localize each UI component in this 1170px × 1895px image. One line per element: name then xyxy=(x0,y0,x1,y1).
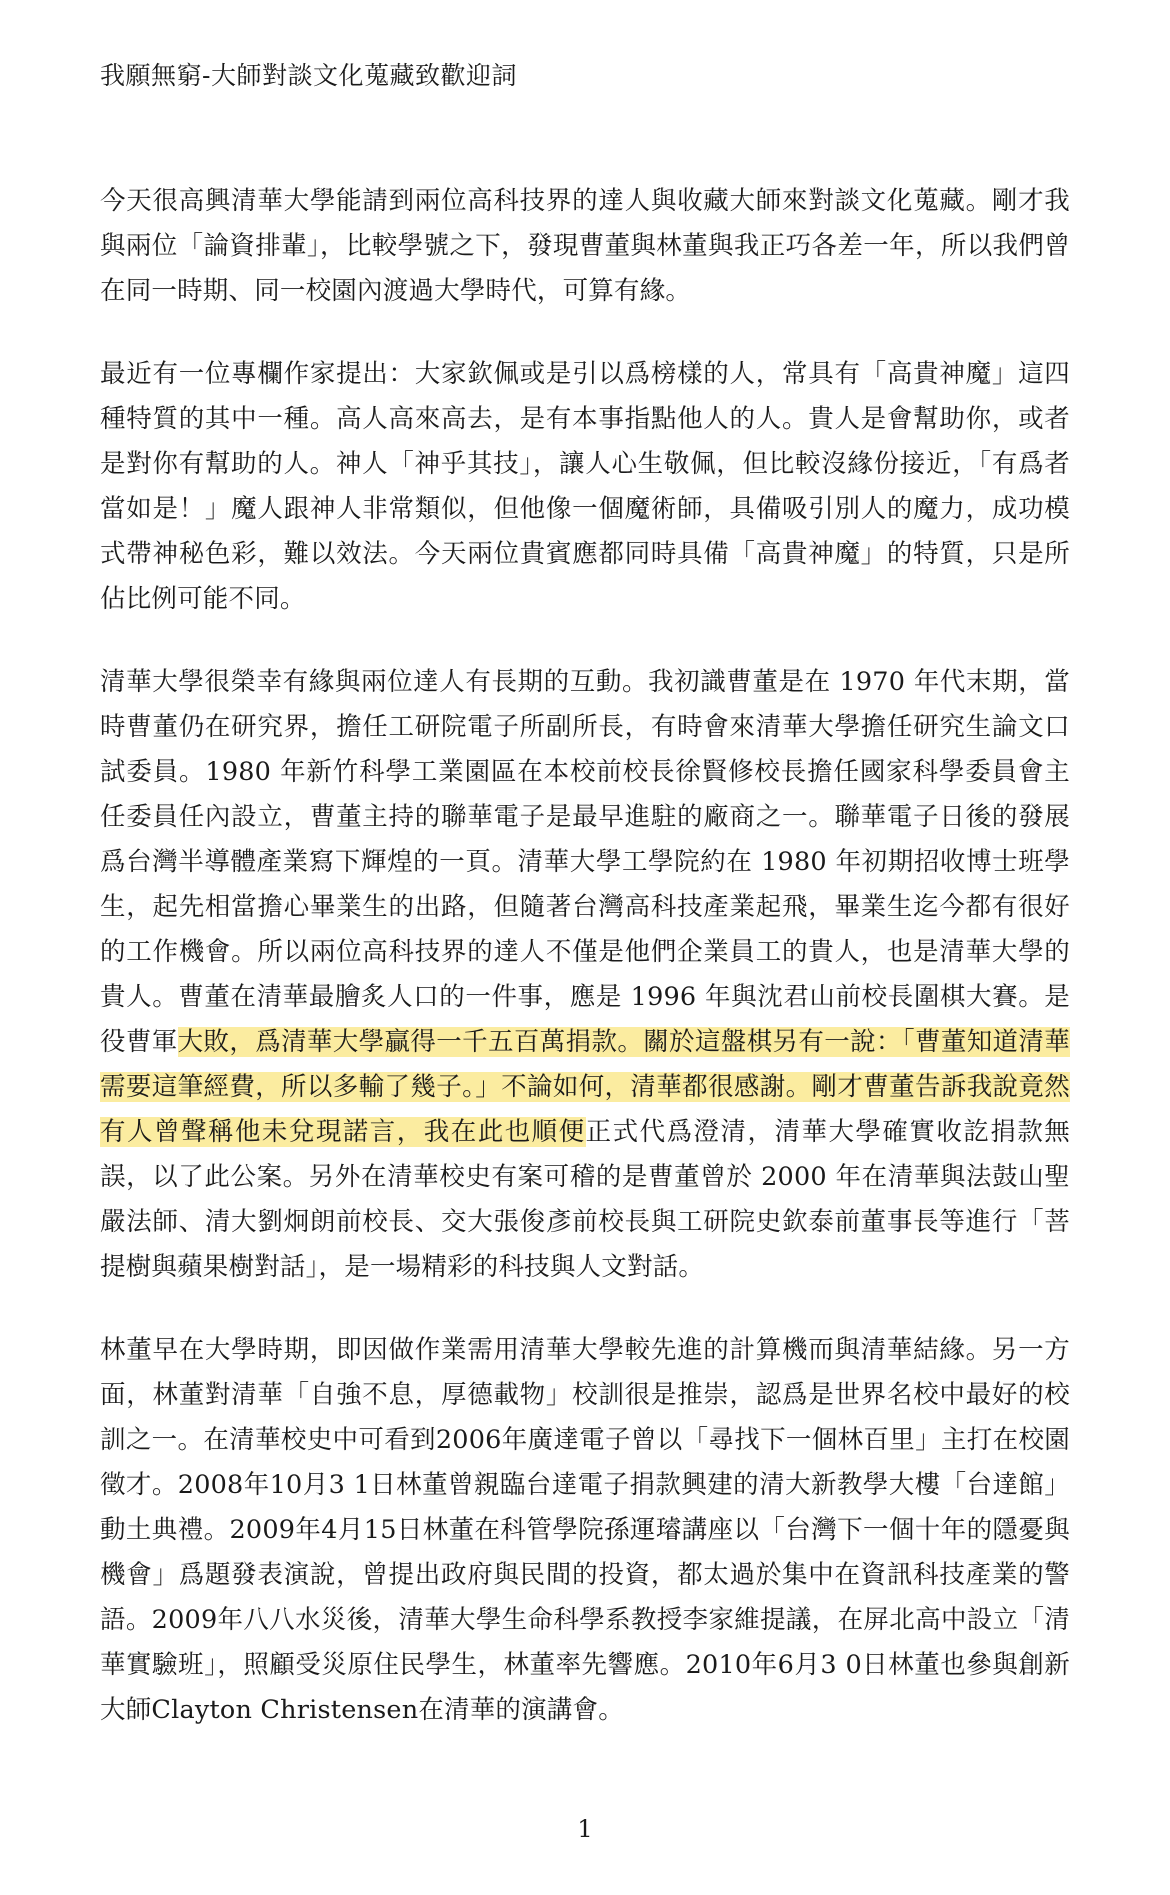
paragraph-4 xyxy=(100,1328,1070,1733)
page-title: 我願無窮-大師對談文化蒐藏致歡迎詞 xyxy=(100,61,517,90)
paragraph-3-part-a: 清華大學很榮幸有緣與兩位達人有長期的互動。我初識曹董是在 1970 年代末期，當時曹董仍在研究界，擔任工研院電子所副所長，有時會來清華大學擔任研究生論文口試委員。1980 年新竹科學工業園區在本校前校長徐賢修校長擔任國家科學委員會主任委員任內設立，曹董主持的聯華電子是最早進駐的廠商之一。聯華電子日後的發展爲台灣半導體產業寫下輝煌的一頁。清華大學工學院約在 1980 年初期招收博士班學生，起先相當擔心畢業生的出路，但隨著台灣高科技產業起飛，畢業生迄今都有很好的工作機會。所以兩位高科技界的達人不僅是他們企業員工的貴人，也是清華大學的貴人。曹董在清華最膾炙人口的一件事，應是 1996 年與沈君山前校長圍棋大賽。是役曹軍 xyxy=(100,667,1070,1057)
paragraph-2-text: 最近有一位專欄作家提出：大家欽佩或是引以爲榜樣的人，常具有「高貴神魔」這四種特質的其中一種。高人高來高去，是有本事指點他人的人。貴人是會幫助你，或者是對你有幫助的人。神人「神乎其技」，讓人心生敬佩，但比較沒緣份接近，「有爲者當如是！」魔人跟神人非常類似，但他像一個魔術師，具備吸引別人的魔力，成功模式帶神秘色彩，難以效法。今天兩位貴賓應都同時具備「高貴神魔」的特質，只是所佔比例可能不同。 xyxy=(100,359,1070,614)
paragraph-3-part-b: 正式代爲澄清，清華大學確實收訖捐款無誤，以了此公案。另外在清華校史有案可稽的是曹董曾於 2000 年在清華與法鼓山聖嚴法師、清大劉炯朗前校長、交大張俊彥前校長與工研院史欽泰前董事長等進行「菩提樹與蘋果樹對話」，是一場精彩的科技與人文對話。 xyxy=(100,1117,1070,1282)
paragraph-1 xyxy=(100,179,1070,314)
page-number: 1 xyxy=(577,1815,593,1843)
paragraph-3 xyxy=(100,660,1070,1290)
paragraph-2 xyxy=(100,352,1070,622)
paragraph-4-text: 林董早在大學時期，即因做作業需用清華大學較先進的計算機而與清華結緣。另一方面，林董對清華「自強不息，厚德載物」校訓很是推崇，認爲是世界名校中最好的校訓之一。在清華校史中可看到2006年廣達電子曾以「尋找下一個林百里」主打在校園徵才。2008年10月3 1日林董曾親臨台達電子捐款興建的清大新教學大樓「台達館」動土典禮。2009年4月15日林董在科管學院孫運璿講座以「台灣下一個十年的隱憂與機會」爲題發表演說，曾提出政府與民間的投資，都太過於集中在資訊科技產業的警語。2009年八八水災後，清華大學生命科學系教授李家維提議，在屏北高中設立「清華實驗班」，照顧受災原住民學生，林董率先響應。2010年6月3 0日林董也參與創新大師Clayton Christensen在清華的演講會。 xyxy=(100,1335,1070,1725)
highlighted-text-2: 剛才曹董告訴我說竟然有人曾聲稱他未兌現諾言，我在此也順便 xyxy=(100,1072,1070,1147)
paragraph-1-text: 今天很高興清華大學能請到兩位高科技界的達人與收藏大師來對談文化蒐藏。剛才我與兩位「論資排輩」，比較學號之下，發現曹董與林董與我正巧各差一年，所以我們曾在同一時期、同一校園內渡過大學時代，可算有緣。 xyxy=(100,186,1070,306)
highlighted-text-1: 大敗，爲清華大學贏得一千五百萬捐款。關於這盤棋另有一說：「曹董知道清華需要這筆經費，所以多輸了幾子。」不論如何，清華都很感謝。 xyxy=(100,1027,1070,1102)
